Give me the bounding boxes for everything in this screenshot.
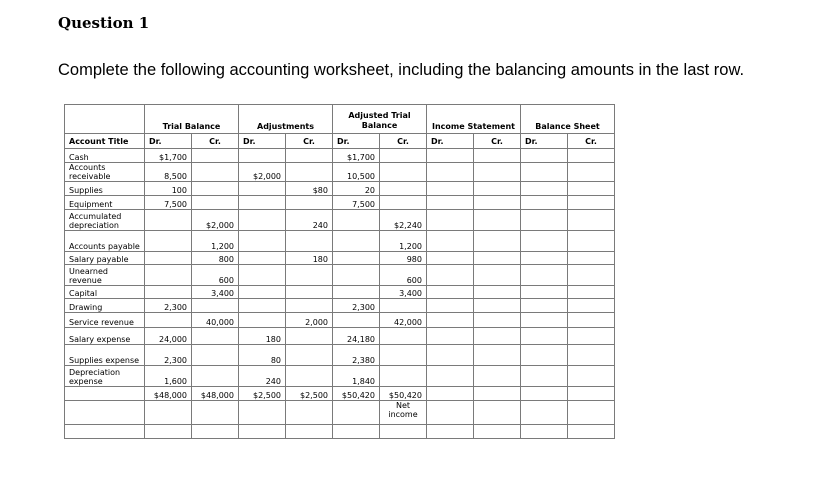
amount-cell: 2,300 (333, 299, 380, 313)
amount-cell (333, 425, 380, 439)
amount-cell (239, 425, 286, 439)
amount-cell: 24,180 (333, 328, 380, 345)
amount-cell (286, 328, 333, 345)
table-row (65, 345, 615, 366)
amount-cell (286, 366, 333, 387)
amount-cell (239, 182, 286, 196)
account-title-cell: Supplies (65, 182, 145, 196)
amount-cell (521, 345, 568, 366)
amount-cell (192, 182, 239, 196)
amount-cell: $80 (286, 182, 333, 196)
amount-cell (145, 265, 192, 286)
amount-cell (239, 210, 286, 231)
amount-cell (521, 265, 568, 286)
amount-cell (474, 149, 521, 163)
amount-cell (239, 196, 286, 210)
table-row (65, 210, 615, 231)
account-title-cell: Service revenue (65, 313, 145, 328)
amount-cell (568, 345, 615, 366)
amount-cell (427, 425, 474, 439)
account-title-header: Account Title (65, 134, 145, 149)
table-row (65, 163, 615, 182)
amount-cell (568, 313, 615, 328)
account-title-cell: Equipment (65, 196, 145, 210)
table-row (65, 286, 615, 299)
amount-cell (145, 425, 192, 439)
amount-cell (380, 425, 427, 439)
amount-cell (427, 252, 474, 265)
table-row (65, 196, 615, 210)
section-header: Adjusted Trial Balance (333, 105, 427, 134)
amount-cell (474, 265, 521, 286)
amount-cell: 1,200 (380, 231, 427, 252)
amount-cell: 7,500 (145, 196, 192, 210)
debit-header: Dr. (521, 134, 568, 149)
amount-cell (427, 149, 474, 163)
amount-cell (474, 286, 521, 299)
instruction-text: Complete the following accounting worksheet, including the balancing amounts in the last row. (58, 61, 745, 79)
amount-cell: 40,000 (192, 313, 239, 328)
amount-cell (427, 163, 474, 182)
amount-cell (474, 196, 521, 210)
section-header-blank (65, 105, 145, 134)
account-title-cell: Drawing (65, 299, 145, 313)
amount-cell (427, 345, 474, 366)
amount-cell: 24,000 (145, 328, 192, 345)
amount-cell (568, 210, 615, 231)
amount-cell (333, 401, 380, 425)
amount-cell (192, 366, 239, 387)
amount-cell (474, 231, 521, 252)
amount-cell (521, 182, 568, 196)
account-title-cell: Accounts payable (65, 231, 145, 252)
amount-cell: 3,400 (380, 286, 427, 299)
amount-cell (239, 313, 286, 328)
amount-cell (521, 401, 568, 425)
amount-cell (380, 196, 427, 210)
account-title-cell: Salary payable (65, 252, 145, 265)
amount-cell: 42,000 (380, 313, 427, 328)
table-row (65, 366, 615, 387)
amount-cell (286, 231, 333, 252)
amount-cell (192, 196, 239, 210)
amount-cell: $48,000 (145, 387, 192, 401)
amount-cell (568, 182, 615, 196)
amount-cell: 80 (239, 345, 286, 366)
amount-cell (568, 387, 615, 401)
amount-cell: $1,700 (333, 149, 380, 163)
amount-cell: 600 (192, 265, 239, 286)
worksheet-table-container (64, 104, 615, 439)
amount-cell (286, 149, 333, 163)
debit-header: Dr. (333, 134, 380, 149)
amount-cell (286, 265, 333, 286)
amount-cell: $48,000 (192, 387, 239, 401)
amount-cell (427, 231, 474, 252)
amount-cell (568, 196, 615, 210)
amount-cell (521, 210, 568, 231)
amount-cell (380, 299, 427, 313)
amount-cell (286, 196, 333, 210)
amount-cell (192, 299, 239, 313)
amount-cell: 180 (239, 328, 286, 345)
table-row (65, 313, 615, 328)
amount-cell (568, 163, 615, 182)
amount-cell (521, 387, 568, 401)
amount-cell (427, 299, 474, 313)
amount-cell (427, 313, 474, 328)
amount-cell (145, 313, 192, 328)
debit-header: Dr. (427, 134, 474, 149)
section-header: Income Statement (427, 105, 521, 134)
amount-cell: 3,400 (192, 286, 239, 299)
amount-cell: $2,000 (239, 163, 286, 182)
table-row (65, 328, 615, 345)
debit-header: Dr. (145, 134, 192, 149)
amount-cell (568, 149, 615, 163)
amount-cell (286, 425, 333, 439)
amount-cell: $2,240 (380, 210, 427, 231)
amount-cell (239, 149, 286, 163)
amount-cell (286, 286, 333, 299)
account-title-cell: Accounts receivable (65, 163, 145, 182)
amount-cell (427, 265, 474, 286)
section-header-row (65, 105, 615, 134)
amount-cell (380, 149, 427, 163)
amount-cell (474, 366, 521, 387)
amount-cell (239, 299, 286, 313)
amount-cell (521, 163, 568, 182)
amount-cell (333, 286, 380, 299)
section-header: Trial Balance (145, 105, 239, 134)
amount-cell (333, 252, 380, 265)
amount-cell: 2,000 (286, 313, 333, 328)
amount-cell (521, 313, 568, 328)
amount-cell: 100 (145, 182, 192, 196)
credit-header: Cr. (192, 134, 239, 149)
amount-cell (239, 252, 286, 265)
table-row (65, 387, 615, 401)
amount-cell (474, 252, 521, 265)
account-title-cell: Cash (65, 149, 145, 163)
table-row (65, 299, 615, 313)
amount-cell (568, 265, 615, 286)
amount-cell (568, 252, 615, 265)
amount-cell: 7,500 (333, 196, 380, 210)
amount-cell (521, 252, 568, 265)
table-row (65, 182, 615, 196)
amount-cell: 2,380 (333, 345, 380, 366)
debit-header: Dr. (239, 134, 286, 149)
credit-header: Cr. (474, 134, 521, 149)
amount-cell (192, 163, 239, 182)
amount-cell: 240 (239, 366, 286, 387)
amount-cell (145, 252, 192, 265)
amount-cell: $50,420 (380, 387, 427, 401)
account-title-cell (65, 401, 145, 425)
account-title-cell: Salary expense (65, 328, 145, 345)
credit-header: Cr. (568, 134, 615, 149)
amount-cell (333, 210, 380, 231)
worksheet-body (65, 149, 615, 439)
amount-cell (474, 425, 521, 439)
amount-cell (239, 401, 286, 425)
amount-cell (380, 328, 427, 345)
column-header-row (65, 134, 615, 149)
amount-cell (427, 210, 474, 231)
amount-cell (145, 210, 192, 231)
amount-cell (474, 313, 521, 328)
amount-cell (474, 182, 521, 196)
credit-header: Cr. (286, 134, 333, 149)
amount-cell: 1,600 (145, 366, 192, 387)
net-income-label: Net income (380, 401, 427, 425)
amount-cell (521, 425, 568, 439)
amount-cell (192, 345, 239, 366)
amount-cell: 20 (333, 182, 380, 196)
amount-cell: 2,300 (145, 299, 192, 313)
section-header: Balance Sheet (521, 105, 615, 134)
amount-cell (568, 328, 615, 345)
amount-cell (427, 366, 474, 387)
credit-header: Cr. (380, 134, 427, 149)
amount-cell: 10,500 (333, 163, 380, 182)
account-title-cell: Accumulated depreciation (65, 210, 145, 231)
amount-cell (145, 231, 192, 252)
amount-cell: 8,500 (145, 163, 192, 182)
amount-cell (521, 196, 568, 210)
amount-cell (427, 328, 474, 345)
amount-cell (192, 328, 239, 345)
amount-cell (521, 366, 568, 387)
amount-cell (145, 286, 192, 299)
amount-cell (427, 182, 474, 196)
amount-cell (380, 345, 427, 366)
amount-cell (192, 425, 239, 439)
amount-cell (286, 345, 333, 366)
account-title-cell: Capital (65, 286, 145, 299)
amount-cell (380, 366, 427, 387)
account-title-cell (65, 387, 145, 401)
amount-cell (427, 286, 474, 299)
table-row (65, 401, 615, 425)
table-row (65, 252, 615, 265)
amount-cell: 1,200 (192, 231, 239, 252)
amount-cell (521, 286, 568, 299)
amount-cell (521, 231, 568, 252)
amount-cell: 2,300 (145, 345, 192, 366)
amount-cell: $2,500 (239, 387, 286, 401)
amount-cell (286, 299, 333, 313)
table-row (65, 231, 615, 252)
amount-cell (568, 286, 615, 299)
amount-cell (568, 366, 615, 387)
amount-cell (380, 163, 427, 182)
amount-cell: 800 (192, 252, 239, 265)
amount-cell: $50,420 (333, 387, 380, 401)
amount-cell: 600 (380, 265, 427, 286)
amount-cell (568, 299, 615, 313)
amount-cell (286, 401, 333, 425)
amount-cell (474, 210, 521, 231)
account-title-cell: Depreciation expense (65, 366, 145, 387)
amount-cell (521, 299, 568, 313)
amount-cell (239, 265, 286, 286)
amount-cell (239, 231, 286, 252)
amount-cell (333, 313, 380, 328)
table-row (65, 149, 615, 163)
amount-cell (521, 149, 568, 163)
amount-cell: $2,500 (286, 387, 333, 401)
amount-cell (427, 387, 474, 401)
amount-cell (474, 299, 521, 313)
amount-cell (239, 286, 286, 299)
amount-cell (427, 196, 474, 210)
amount-cell: 980 (380, 252, 427, 265)
amount-cell (286, 163, 333, 182)
amount-cell: $2,000 (192, 210, 239, 231)
section-header: Adjustments (239, 105, 333, 134)
amount-cell (380, 182, 427, 196)
amount-cell (145, 401, 192, 425)
question-heading: Question 1 (58, 14, 150, 32)
accounting-worksheet (64, 104, 615, 439)
amount-cell (333, 231, 380, 252)
table-row (65, 265, 615, 286)
amount-cell (192, 149, 239, 163)
table-row (65, 425, 615, 439)
amount-cell (521, 328, 568, 345)
amount-cell (474, 387, 521, 401)
account-title-cell: Supplies expense (65, 345, 145, 366)
amount-cell: 180 (286, 252, 333, 265)
account-title-cell (65, 425, 145, 439)
account-title-cell: Unearned revenue (65, 265, 145, 286)
amount-cell (474, 328, 521, 345)
amount-cell (474, 401, 521, 425)
amount-cell: $1,700 (145, 149, 192, 163)
amount-cell (474, 345, 521, 366)
amount-cell (568, 425, 615, 439)
amount-cell (333, 265, 380, 286)
amount-cell (192, 401, 239, 425)
amount-cell (568, 401, 615, 425)
amount-cell (568, 231, 615, 252)
amount-cell (427, 401, 474, 425)
amount-cell: 240 (286, 210, 333, 231)
amount-cell: 1,840 (333, 366, 380, 387)
amount-cell (474, 163, 521, 182)
